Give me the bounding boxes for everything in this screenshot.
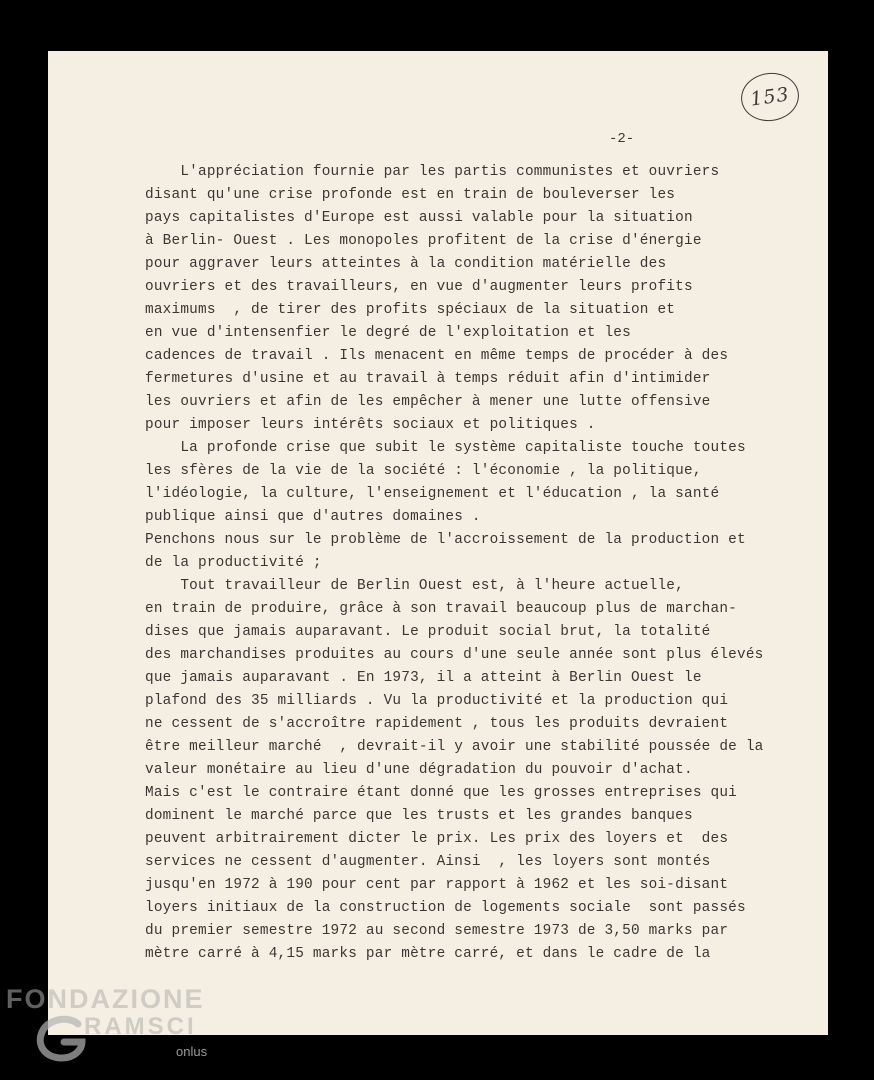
- text-line: peuvent arbitrairement dicter le prix. Les prix des loyers et des: [145, 831, 729, 847]
- text-line: publique ainsi que d'autres domaines .: [145, 509, 481, 525]
- watermark-onlus: onlus: [176, 1044, 208, 1059]
- text-line: l'idéologie, la culture, l'enseignement et l'éducation , la santé: [145, 486, 720, 502]
- text-line: pour aggraver leurs atteintes à la condition matérielle des: [145, 256, 667, 272]
- watermark-subtitle: RAMSCI: [84, 1013, 197, 1040]
- text-line: loyers initiaux de la construction de logements sociale sont passés: [145, 900, 746, 916]
- text-line: fermetures d'usine et au travail à temps réduit afin d'intimider: [145, 371, 711, 387]
- text-line: dominent le marché parce que les trusts et les grandes banques: [145, 808, 693, 824]
- text-line: L'appréciation fournie par les partis communistes et ouvriers: [145, 164, 720, 180]
- text-line: Mais c'est le contraire étant donné que les grosses entreprises qui: [145, 785, 737, 801]
- text-line: mètre carré à 4,15 marks par mètre carré, et dans le cadre de la: [145, 946, 711, 962]
- text-line: cadences de travail . Ils menacent en même temps de procéder à des: [145, 348, 729, 364]
- text-line: plafond des 35 milliards . Vu la productivité et la production qui: [145, 693, 729, 709]
- text-line: Penchons nous sur le problème de l'accroissement de la production et: [145, 532, 746, 548]
- page-number: -2-: [609, 131, 635, 147]
- text-line: valeur monétaire au lieu d'une dégradation du pouvoir d'achat.: [145, 762, 693, 778]
- text-line: disant qu'une crise profonde est en train de bouleverser les: [145, 187, 676, 203]
- text-line: de la productivité ;: [145, 555, 322, 571]
- text-line: que jamais auparavant . En 1973, il a atteint à Berlin Ouest le: [145, 670, 702, 686]
- text-line: La profonde crise que subit le système capitaliste touche toutes: [145, 440, 746, 456]
- text-line: maximums , de tirer des profits spéciaux de la situation et: [145, 302, 676, 318]
- text-line: les ouvriers et afin de les empêcher à mener une lutte offensive: [145, 394, 711, 410]
- fondazione-gramsci-watermark: [6, 984, 246, 1080]
- text-line: être meilleur marché , devrait-il y avoir une stabilité poussée de la: [145, 739, 764, 755]
- archive-number: 153: [749, 83, 791, 111]
- text-line: Tout travailleur de Berlin Ouest est, à l'heure actuelle,: [145, 578, 684, 594]
- text-line: dises que jamais auparavant. Le produit social brut, la totalité: [145, 624, 711, 640]
- text-line: du premier semestre 1972 au second semestre 1973 de 3,50 marks par: [145, 923, 729, 939]
- text-line: des marchandises produites au cours d'une seule année sont plus élevés: [145, 647, 764, 663]
- text-line: services ne cessent d'augmenter. Ainsi , les loyers sont montés: [145, 854, 711, 870]
- watermark-title: FONDAZIONE: [6, 984, 205, 1014]
- text-line: ouvriers et des travailleurs, en vue d'augmenter leurs profits: [145, 279, 693, 295]
- text-line: en vue d'intensenfier le degré de l'exploitation et les: [145, 325, 631, 341]
- text-line: pour imposer leurs intérêts sociaux et politiques .: [145, 417, 596, 433]
- text-line: jusqu'en 1972 à 190 pour cent par rapport à 1962 et les soi-disant: [145, 877, 729, 893]
- text-line: ne cessent de s'accroître rapidement , tous les produits devraient: [145, 716, 729, 732]
- text-line: les sfères de la vie de la société : l'économie , la politique,: [145, 463, 702, 479]
- text-line: pays capitalistes d'Europe est aussi valable pour la situation: [145, 210, 693, 226]
- text-line: à Berlin- Ouest . Les monopoles profitent de la crise d'énergie: [145, 233, 702, 249]
- text-line: en train de produire, grâce à son travail beaucoup plus de marchan-: [145, 601, 737, 617]
